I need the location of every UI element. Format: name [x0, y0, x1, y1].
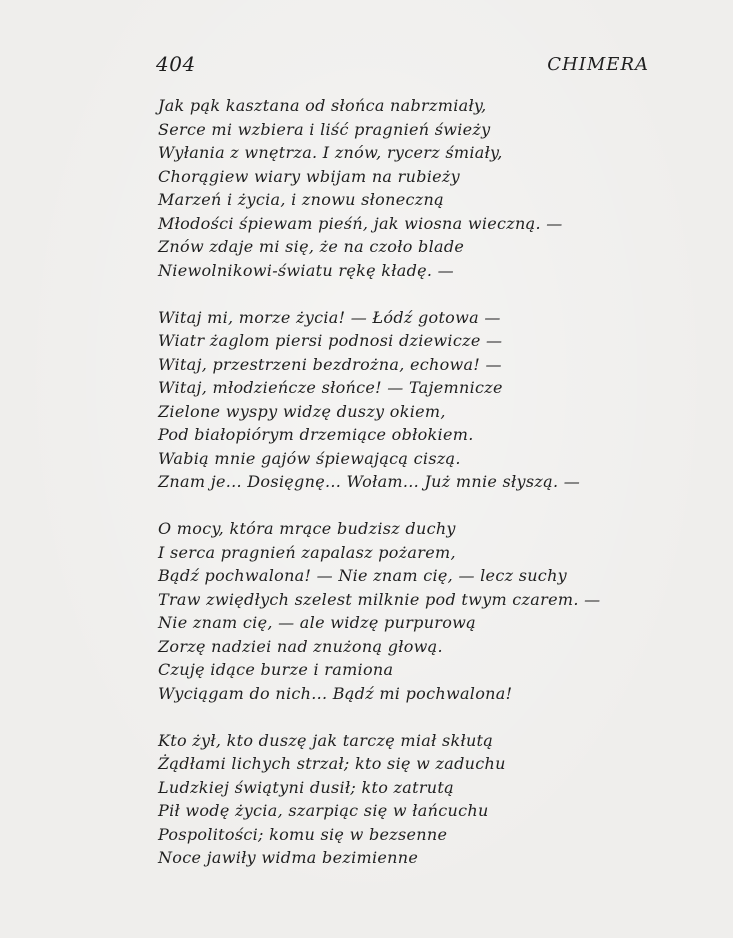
poem-line: Jak pąk kasztana od słońca nabrzmiały, — [158, 96, 487, 115]
poem-line: Zorzę nadziei nad znużoną głową. — [158, 636, 443, 656]
poem-line: Pospolitości; komu się w bezsenne — [158, 824, 448, 844]
poem-line: Witaj, przestrzeni bezdrożna, echowa! — — [158, 354, 502, 374]
poem-line: Żądłami lichych strzał; kto się w zaduchu — [158, 754, 506, 773]
poem-line: Niewolnikowi-światu rękę kładę. — — [158, 260, 454, 280]
poem-line: Czuję idące burze i ramiona — [158, 660, 394, 679]
poem-line: Ludzkiej świątyni dusił; kto zatrutą — [158, 777, 454, 797]
poem-line: Bądź pochwalona! — Nie znam cię, — lecz suchy — [158, 566, 568, 585]
stanza-3 — [158, 517, 658, 705]
stanza-1 — [158, 94, 658, 282]
poem-line: Pił wodę życia, szarpiąc się w łańcuchu — [158, 801, 489, 820]
poem-line: Marzeń i życia, i znowu słoneczną — [158, 190, 444, 209]
poem-line: Wiatr żaglom piersi podnosi dziewicze — — [158, 331, 503, 350]
poem-line: Witaj mi, morze życia! — Łódź gotowa — — [158, 307, 501, 327]
poem-line: Pod białopiórym drzemiące obłokiem. — [158, 425, 474, 444]
poem-line: Noce jawiły widma bezimienne — [158, 848, 419, 867]
poem-line: Zielone wyspy widzę duszy okiem, — [158, 401, 446, 421]
poem-line: Nie znam cię, — ale widzę purpurową — [158, 613, 477, 632]
poem-line: Znam je... Dosięgnę... Wołam... Już mnie słyszą. — — [158, 472, 581, 491]
poem-line: I serca pragnień zapalasz pożarem, — [158, 542, 456, 562]
poem-line: Wabią mnie gajów śpiewającą ciszą. — [158, 448, 461, 468]
running-title: CHIMERA — [547, 54, 649, 75]
stanza-4 — [158, 729, 658, 870]
page-number: 404 — [156, 52, 196, 76]
poem — [158, 94, 658, 870]
poem-line: Witaj, młodzieńcze słońce! — Tajemnicze — [158, 378, 503, 397]
poem-line: Wyłania z wnętrza. I znów, rycerz śmiały, — [158, 143, 503, 162]
poem-line: Traw zwiędłych szelest milknie pod twym czarem. — — [158, 589, 601, 609]
poem-line: Znów zdaje mi się, że na czoło blade — [158, 237, 465, 256]
poem-line: Chorągiew wiary wbijam na rubieży — [158, 166, 460, 186]
poem-line: Kto żył, kto duszę jak tarczę miał skłutą — [158, 730, 494, 750]
poem-line: Młodości śpiewam pieśń, jak wiosna wieczną. — — [158, 213, 563, 233]
poem-line: Serce mi wzbiera i liść pragnień świeży — [158, 119, 491, 139]
poem-line: Wyciągam do nich... Bądź mi pochwalona! — [158, 683, 513, 703]
stanza-2 — [158, 306, 658, 494]
poem-line: O mocy, która mrące budzisz duchy — [158, 519, 456, 538]
